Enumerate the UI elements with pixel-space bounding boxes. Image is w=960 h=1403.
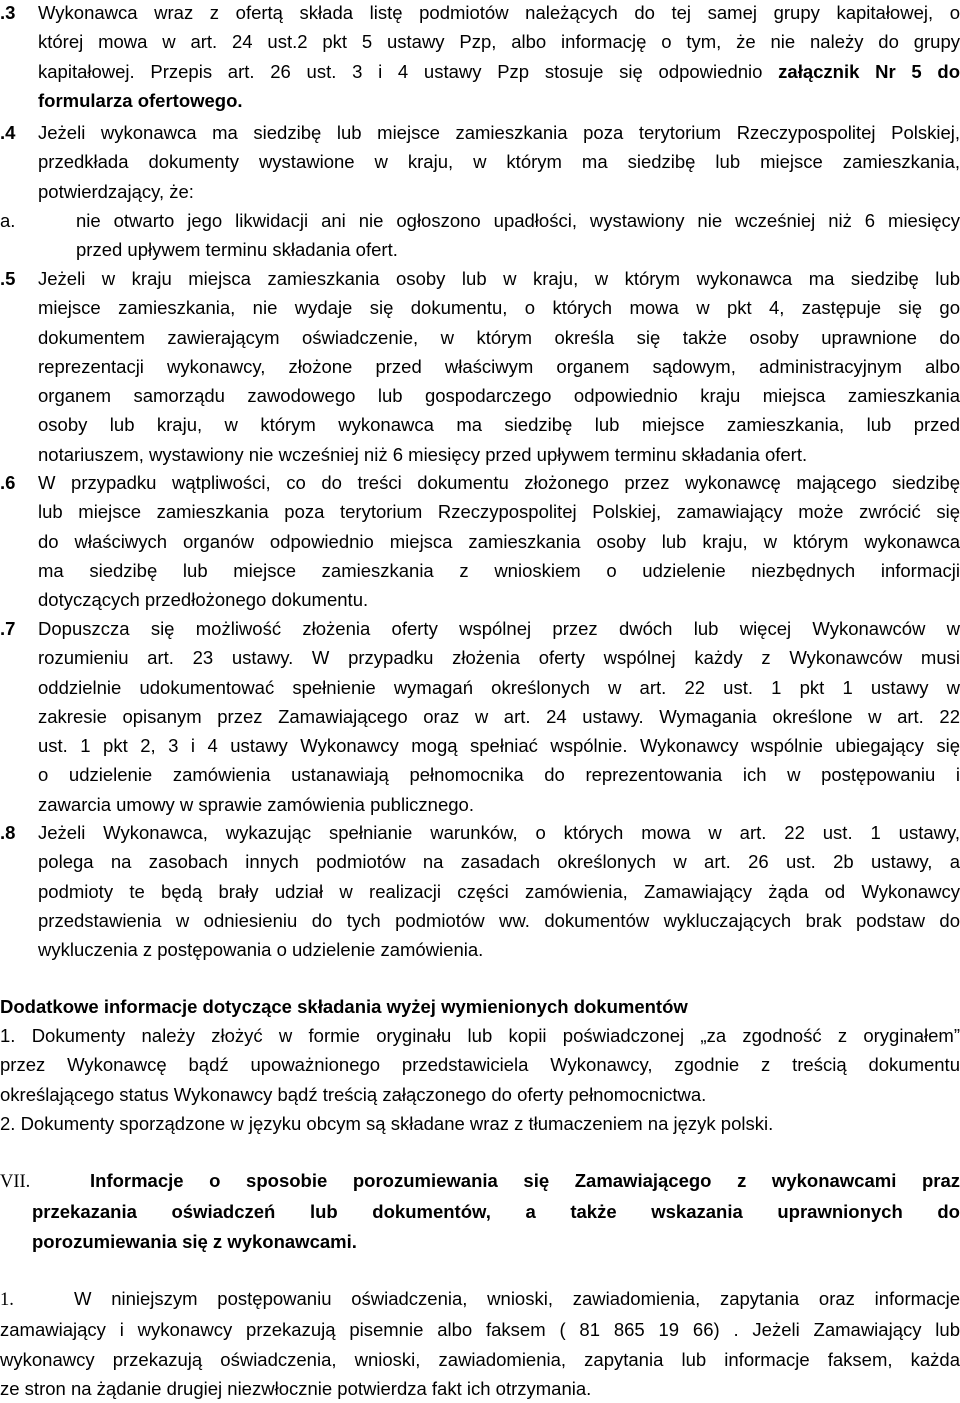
sub-item-a (0, 206, 960, 265)
additional-info (0, 1021, 960, 1138)
item-number: .7 (0, 618, 16, 639)
text-line: ma siedzibę lub miejsce zamieszkania z wnioskiem o udzielenie niezbędnych informacji (38, 559, 960, 581)
item-text (38, 614, 960, 819)
text-line: przedkłada dokumenty wystawione w kraju, w którym ma siedzibę lub miejsce zamieszkania, (38, 151, 960, 173)
section-vii (0, 1166, 960, 1256)
list-item-5 (0, 264, 960, 469)
text-line: Dopuszcza się możliwość złożenia oferty wspólnej przez dwóch lub więcej Wykonawców w (38, 618, 960, 639)
text-line: dokumentem zawierającym oświadczenie, w którym określa się także osoby uprawnione do (38, 326, 960, 348)
text-line: organem samorządu zawodowego lub gospodarczego odpowiednio kraju miejsca zamieszkania (38, 385, 960, 407)
text-line (38, 57, 960, 86)
text-line: lub miejsce zamieszkania poza terytorium Rzeczypospolitej Polskiej, zamawiający może zwrócić się (38, 501, 960, 523)
text-line: ust. 1 pkt 2, 3 i 4 ustawy Wykonawcy mogą spełniać wspólnie. Wykonawcy wspólnie ubiegający się (38, 735, 960, 757)
text-line: określającego status Wykonawcy bądź treścią załączonego do oferty pełnomocnictwa. (0, 1083, 707, 1105)
text-line: 1. Dokumenty należy złożyć w formie oryginału lub kopii poświadczonej „za zgodność z oryginałem” (0, 1025, 960, 1046)
text-line: podmioty te będą brały udział w realizacji części zamówienia, Zamawiający żąda od Wykonawcy (38, 880, 960, 902)
item-number: .3 (0, 2, 16, 23)
text-line: o udzielenie zamówienia ustanawiają pełnomocnika do reprezentowania ich w postępowaniu i (38, 764, 960, 786)
text-line: zawarcia umowy w sprawie zamówienia publicznego. (38, 793, 474, 815)
text-line: 2. Dokumenty sporządzone w języku obcym są składane wraz z tłumaczeniem na język polski. (0, 1112, 774, 1134)
item-text (38, 468, 960, 614)
text-line: potwierdzający, że: (38, 180, 194, 202)
text-line: do właściwych organów odpowiednio miejsca zamieszkania osoby lub kraju, w którym wykonawca (38, 530, 960, 552)
text-line: ze stron na żądanie drugiej niezwłocznie potwierdza fakt ich otrzymania. (0, 1377, 592, 1399)
list-item-4 (0, 118, 960, 206)
section-number: VII. (0, 1172, 31, 1192)
text-line: przedstawienia w odniesieniu do tych podmiotów ww. dokumentów wykluczających brak podstaw do (38, 909, 960, 931)
text-line: której mowa w art. 24 ust.2 pkt 5 ustawy Pzp, albo informację o tym, że nie należy do grupy (38, 31, 960, 53)
text-line: polega na zasobach innych podmiotów na zasadach określonych w art. 26 ust. 2b ustawy, a (38, 851, 960, 873)
section-title: Informacje o sposobie porozumiewania się Zamawiającego z wykonawcami praz (90, 1170, 960, 1191)
paragraph-1 (0, 1284, 960, 1403)
text-line: dotyczących przedłożonego dokumentu. (38, 589, 369, 611)
item-text (38, 264, 960, 469)
item-number: .4 (0, 122, 16, 143)
text-line: rozumieniu art. 23 ustawy. W przypadku złożenia oferty wspólnej każdy z Wykonawców musi (38, 647, 960, 669)
item-number: .5 (0, 268, 16, 289)
text-line: miejsce zamieszkania, nie wydaje się dokumentu, o których mowa w pkt 4, zastępuje się go (38, 297, 960, 319)
text-fragment: W niniejszym postępowaniu oświadczenia, wnioski, zawiadomienia, zapytania oraz informacje (74, 1288, 960, 1309)
text-line: przez Wykonawcę bądź upoważnionego przedstawiciela Wykonawcy, zgodnie z treścią dokumentu (0, 1054, 960, 1076)
item-number: .6 (0, 472, 16, 493)
text-line (0, 1166, 960, 1197)
section-title: przekazania oświadczeń lub dokumentów, a także wskazania uprawnionych do (32, 1201, 960, 1223)
text-line: W przypadku wątpliwości, co do treści dokumentu złożonego przez wykonawcę mającego siedzibę (38, 472, 960, 493)
text-line: Jeżeli Wykonawca, wykazując spełnianie warunków, o których mowa w art. 22 ust. 1 ustawy, (38, 822, 960, 843)
item-text (38, 0, 960, 115)
text-line: przed upływem terminu składania ofert. (76, 239, 398, 261)
item-text (38, 818, 960, 964)
list-item-3 (0, 0, 960, 115)
text-line: wykluczenia z postępowania o udzielenie zamówienia. (38, 939, 484, 961)
text-line: Jeżeli wykonawca ma siedzibę lub miejsce zamieszkania poza terytorium Rzeczypospolitej Polskiej, (38, 122, 960, 143)
text-line: notariuszem, wystawiony nie wcześniej niż 6 miesięcy przed upływem terminu składania ofert. (38, 443, 808, 465)
paragraph-number: 1. (0, 1290, 14, 1310)
text-line (0, 1284, 960, 1315)
text-line: Wykonawca wraz z ofertą składa listę podmiotów należących do tej samej grupy kapitałowej, o (38, 2, 960, 23)
text-line: osoby lub kraju, w którym wykonawca ma siedzibę lub miejsce zamieszkania, lub przed (38, 414, 960, 436)
section-heading: Dodatkowe informacje dotyczące składania wyżej wymienionych dokumentów (0, 996, 688, 1017)
item-text (38, 118, 960, 206)
list-item-7 (0, 614, 960, 819)
item-number: .8 (0, 822, 16, 843)
text-line: reprezentacji wykonawcy, złożone przed właściwym organem sądowym, administracyjnym albo (38, 355, 960, 377)
text-line: wykonawcy przekazują oświadczenia, wnioski, zawiadomienia, zapytania lub informacje faksem, każda (0, 1348, 960, 1370)
text-fragment: kapitałowej. Przepis art. 26 ust. 3 i 4 ustawy Pzp stosuje się odpowiednio (38, 60, 763, 82)
list-item-8 (0, 818, 960, 964)
text-line: zamawiający i wykonawcy przekazują pisemnie albo faksem ( 81 865 19 66) . Jeżeli Zamawiający lub (0, 1319, 960, 1341)
text-line: formularza ofertowego. (38, 89, 243, 111)
text-line: oddzielnie udokumentować spełnienie wymagań określonych w art. 22 ust. 1 pkt 1 ustawy w (38, 676, 960, 698)
list-item-6 (0, 468, 960, 614)
item-text (76, 206, 960, 265)
text-line: nie otwarto jego likwidacji ani nie ogłoszono upadłości, wystawiony nie wcześniej niż 6 miesięcy (76, 210, 960, 231)
bold-reference: załącznik Nr 5 do (778, 60, 960, 82)
section-title: porozumiewania się z wykonawcami. (32, 1230, 357, 1252)
text-line: Jeżeli w kraju miejsca zamieszkania osoby lub w kraju, w którym wykonawca ma siedzibę lub (38, 268, 960, 289)
item-letter: a. (0, 210, 16, 231)
text-line: zakresie opisanym przez Zamawiającego oraz w art. 24 ustawy. Wymagania określone w art. 22 (38, 705, 960, 727)
